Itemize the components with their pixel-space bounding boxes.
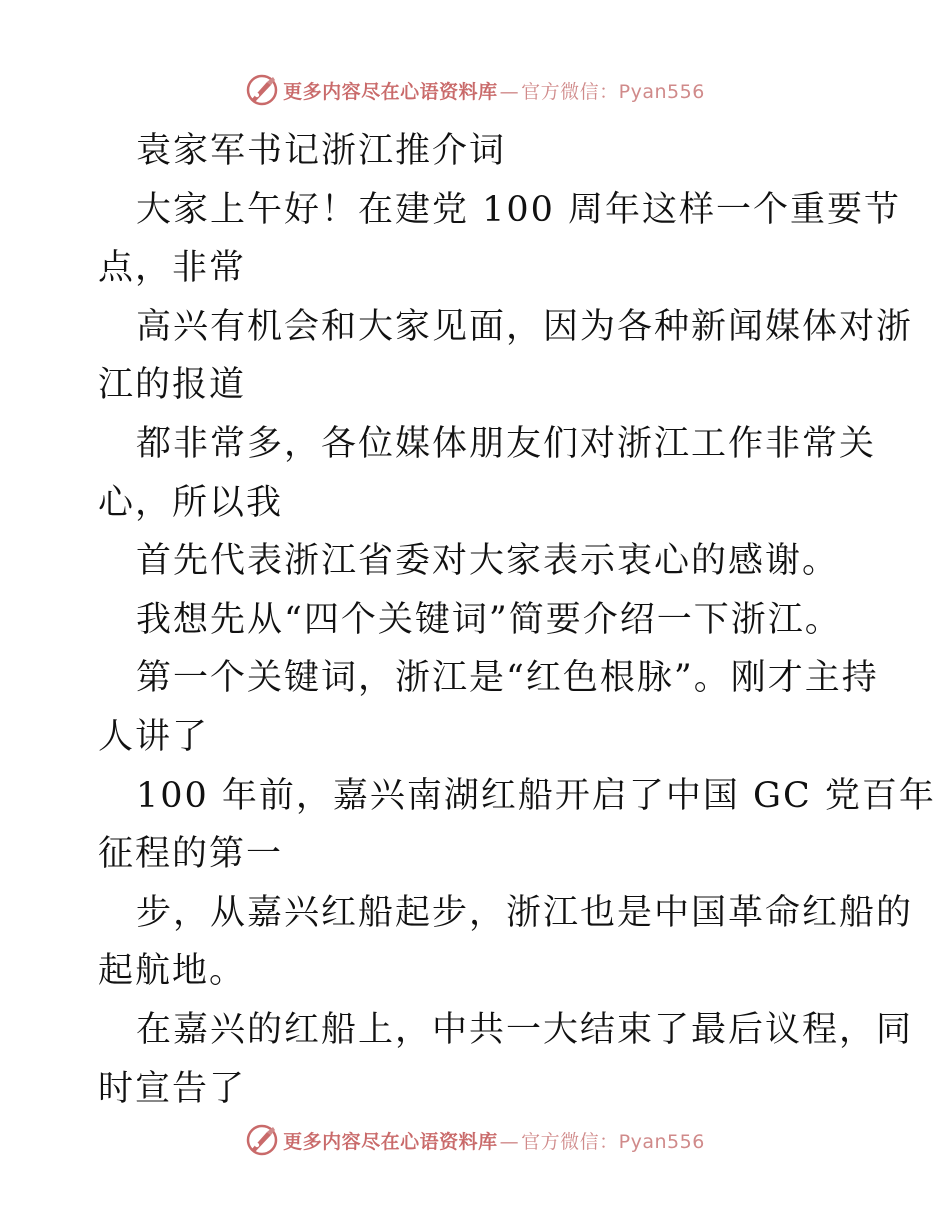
watermark-contact-text: 官方微信：Pyan556 (521, 80, 705, 103)
document-line: 袁家军书记浙江推介词 (136, 131, 507, 171)
footer-watermark-banner (0, 1120, 950, 1160)
watermark-text (283, 1127, 705, 1154)
watermark-dash: — (499, 80, 520, 103)
header-watermark-banner (0, 70, 950, 110)
document-line: 在嘉兴的红船上，中共一大结束了最后议程，同 (136, 1009, 914, 1050)
document-line: 江的报道 (98, 365, 247, 406)
document-body (98, 122, 936, 1118)
document-line: 征程的第一 (98, 834, 284, 875)
watermark-main-text: 更多内容尽在心语资料库 (283, 80, 498, 103)
pen-logo-icon (245, 1123, 279, 1157)
watermark-main-text: 更多内容尽在心语资料库 (283, 1130, 498, 1153)
document-line: 步，从嘉兴红船起步，浙江也是中国革命红船的 (136, 892, 914, 933)
document-line: 心，所以我 (98, 482, 284, 523)
watermark-text (283, 77, 705, 104)
document-line: 人讲了 (98, 716, 210, 757)
document-line: 高兴有机会和大家见面，因为各种新闻媒体对浙 (136, 306, 914, 347)
pen-logo-icon (245, 73, 279, 107)
document-line: 起航地。 (98, 951, 247, 992)
document-line: 100 年前，嘉兴南湖红船开启了中国 GC 党百年 (136, 775, 936, 816)
watermark-dash: — (499, 1130, 520, 1153)
document-line: 第一个关键词，浙江是“红色根脉”。刚才主持 (136, 658, 879, 699)
document-line: 都非常多，各位媒体朋友们对浙江工作非常关 (136, 423, 877, 464)
document-line: 我想先从“四个关键词”简要介绍一下浙江。 (136, 599, 842, 640)
document-line: 时宣告了 (98, 1068, 247, 1109)
document-line: 大家上午好！在建党 100 周年这样一个重要节 (136, 189, 902, 230)
document-line: 点，非常 (98, 248, 247, 289)
document-line: 首先代表浙江省委对大家表示衷心的感谢。 (136, 541, 840, 582)
watermark-contact-text: 官方微信：Pyan556 (521, 1130, 705, 1153)
